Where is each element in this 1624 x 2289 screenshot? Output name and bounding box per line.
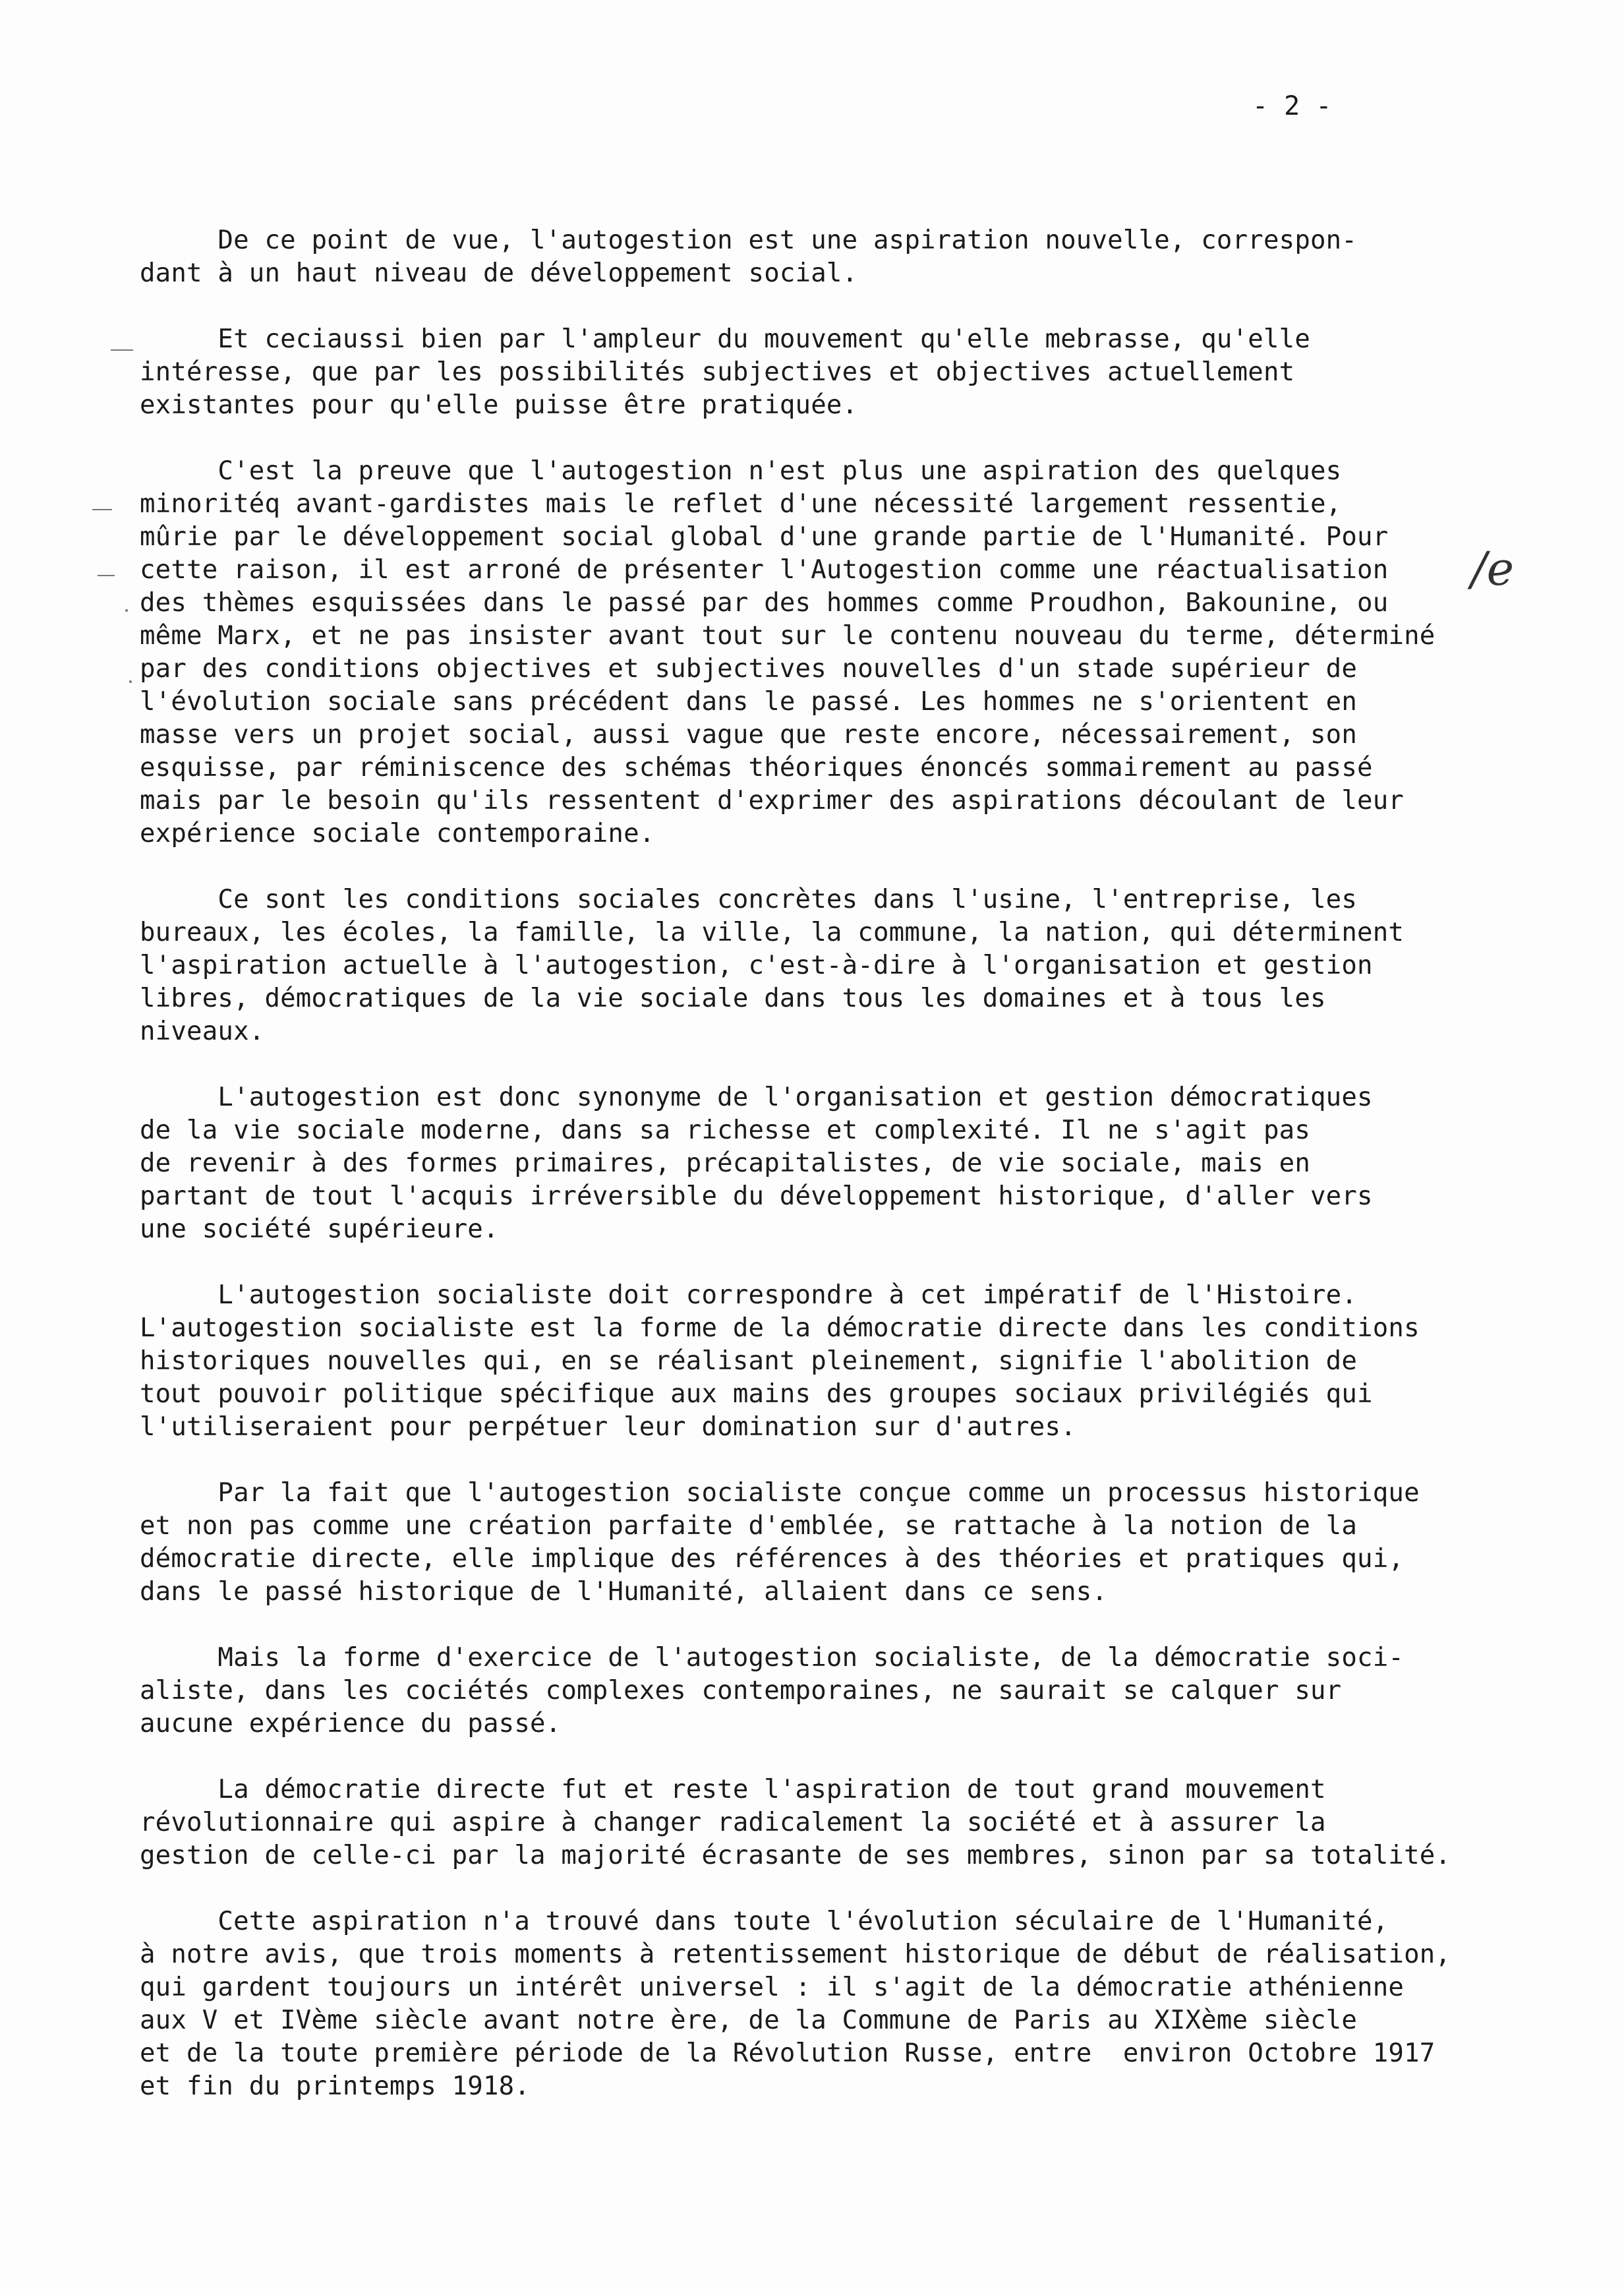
- text-line: mûrie par le développement social global d'une grande partie de l'Humanité. Pour: [140, 522, 1389, 552]
- text-line: La démocratie directe fut et reste l'aspiration de tout grand mouvement: [140, 1775, 1326, 1804]
- paragraph: [140, 455, 1590, 850]
- text-line: bureaux, les écoles, la famille, la ville, la commune, la nation, qui déterminent: [140, 918, 1405, 947]
- text-line: des thèmes esquissées dans le passé par des hommes comme Proudhon, Bakounine, ou: [140, 588, 1389, 618]
- paragraph: [140, 883, 1590, 1048]
- text-line: niveaux.: [140, 1017, 265, 1046]
- text-line: aucune expérience du passé.: [140, 1709, 562, 1739]
- text-line: démocratie directe, elle implique des références à des théories et pratiques qui,: [140, 1544, 1405, 1574]
- paragraph: [140, 1477, 1590, 1609]
- text-line: libres, démocratiques de la vie sociale dans tous les domaines et à tous les: [140, 984, 1326, 1013]
- text-line: historiques nouvelles qui, en se réalisant pleinement, signifie l'abolition de: [140, 1346, 1358, 1376]
- text-line: L'autogestion socialiste est la forme de la démocratie directe dans les conditions: [140, 1313, 1420, 1343]
- text-line: de la vie sociale moderne, dans sa richesse et complexité. Il ne s'agit pas: [140, 1115, 1310, 1145]
- text-line: cette raison, il est arroné de présenter l'Autogestion comme une réactualisation: [140, 555, 1389, 585]
- text-line: Et ceciaussi bien par l'ampleur du mouvement qu'elle mebrasse, qu'elle: [140, 324, 1310, 354]
- text-line: masse vers un projet social, aussi vague que reste encore, nécessairement, son: [140, 720, 1358, 750]
- text-line: Cette aspiration n'a trouvé dans toute l'évolution séculaire de l'Humanité,: [140, 1907, 1389, 1936]
- text-line: l'utiliseraient pour perpétuer leur domination sur d'autres.: [140, 1412, 1076, 1442]
- margin-tick: [111, 349, 133, 351]
- text-line: par des conditions objectives et subjectives nouvelles d'un stade supérieur de: [140, 654, 1358, 684]
- handwritten-annotation: /e: [1471, 542, 1515, 596]
- text-line: partant de tout l'acquis irréversible du développement historique, d'aller vers: [140, 1181, 1373, 1211]
- margin-tick: [92, 509, 112, 510]
- text-line: révolutionnaire qui aspire à changer radicalement la société et à assurer la: [140, 1808, 1326, 1837]
- text-line: dans le passé historique de l'Humanité, allaient dans ce sens.: [140, 1577, 1108, 1607]
- text-line: C'est la preuve que l'autogestion n'est plus une aspiration des quelques: [140, 456, 1342, 486]
- paragraph: [140, 224, 1590, 290]
- paragraph: [140, 1642, 1590, 1740]
- text-line: expérience sociale contemporaine.: [140, 819, 655, 848]
- body-text: [140, 224, 1590, 2136]
- text-line: Ce sont les conditions sociales concrètes dans l'usine, l'entreprise, les: [140, 885, 1358, 914]
- text-line: même Marx, et ne pas insister avant tout sur le contenu nouveau du terme, déterminé: [140, 621, 1436, 651]
- text-line: l'aspiration actuelle à l'autogestion, c'est-à-dire à l'organisation et gestion: [140, 951, 1373, 980]
- text-line: et non pas comme une création parfaite d'emblée, se rattache à la notion de la: [140, 1511, 1358, 1541]
- text-line: mais par le besoin qu'ils ressentent d'exprimer des aspirations découlant de leur: [140, 786, 1405, 816]
- text-line: tout pouvoir politique spécifique aux mains des groupes sociaux privilégiés qui: [140, 1379, 1373, 1409]
- text-line: qui gardent toujours un intérêt universel : il s'agit de la démocratie athénienne: [140, 1973, 1405, 2002]
- margin-dot: [125, 609, 128, 612]
- text-line: dant à un haut niveau de développement social.: [140, 258, 858, 288]
- text-line: l'évolution sociale sans précédent dans le passé. Les hommes ne s'orientent en: [140, 687, 1358, 717]
- text-line: de revenir à des formes primaires, précapitalistes, de vie sociale, mais en: [140, 1148, 1310, 1178]
- text-line: existantes pour qu'elle puisse être pratiquée.: [140, 390, 858, 420]
- page-number: - 2 -: [1252, 91, 1332, 121]
- text-line: à notre avis, que trois moments à retentissement historique de début de réalisation,: [140, 1940, 1451, 1969]
- text-line: et fin du printemps 1918.: [140, 2071, 530, 2101]
- text-line: minoritéq avant-gardistes mais le reflet d'une nécessité largement ressentie,: [140, 489, 1342, 519]
- text-line: et de la toute première période de la Révolution Russe, entre environ Octobre 1917: [140, 2038, 1436, 2068]
- paragraph: [140, 1279, 1590, 1444]
- text-line: intéresse, que par les possibilités subjectives et objectives actuellement: [140, 357, 1295, 387]
- paragraph: [140, 1905, 1590, 2103]
- paragraph: [140, 1081, 1590, 1246]
- margin-dot: [129, 680, 132, 683]
- text-line: une société supérieure.: [140, 1214, 499, 1244]
- text-line: Mais la forme d'exercice de l'autogestion socialiste, de la démocratie soci-: [140, 1643, 1405, 1673]
- text-line: aux V et IVème siècle avant notre ère, de la Commune de Paris au XIXème siècle: [140, 2006, 1358, 2035]
- text-line: gestion de celle-ci par la majorité écrasante de ses membres, sinon par sa totalité.: [140, 1841, 1451, 1870]
- paragraph: [140, 323, 1590, 422]
- text-line: esquisse, par réminiscence des schémas théoriques énoncés sommairement au passé: [140, 753, 1373, 783]
- text-line: L'autogestion socialiste doit correspondre à cet impératif de l'Histoire.: [140, 1280, 1358, 1310]
- text-line: aliste, dans les cociétés complexes contemporaines, ne saurait se calquer sur: [140, 1676, 1342, 1706]
- paragraph: [140, 1773, 1590, 1872]
- text-line: L'autogestion est donc synonyme de l'organisation et gestion démocratiques: [140, 1083, 1373, 1112]
- text-line: Par la fait que l'autogestion socialiste conçue comme un processus historique: [140, 1478, 1420, 1508]
- text-line: De ce point de vue, l'autogestion est une aspiration nouvelle, correspon-: [140, 225, 1358, 255]
- margin-tick: [98, 575, 115, 576]
